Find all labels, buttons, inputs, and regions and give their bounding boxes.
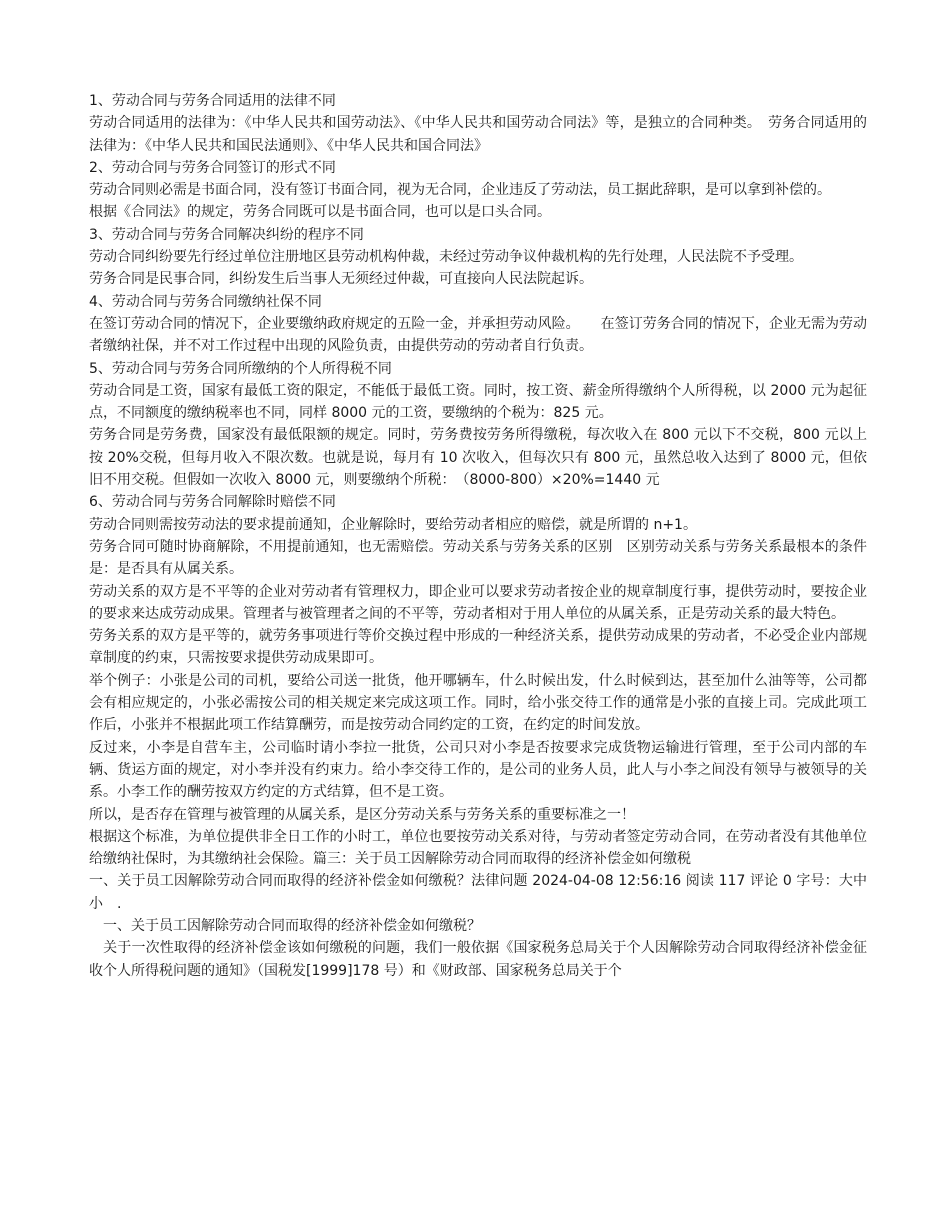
- paragraph: 关于一次性取得的经济补偿金该如何缴税的问题，我们一般依据《国家税务总局关于个人因解除劳动合同取得经济补偿金征收个人所得税问题的通知》（国税发[1999]178 号）和《财政部、国家税务总局关于个: [89, 940, 867, 979]
- paragraph: 反过来，小李是自营车主，公司临时请小李拉一批货，公司只对小李是否按要求完成货物运输进行管理，至于公司内部的车辆、货运方面的规定，对小李并没有约束力。给小李交待工作的，是公司的业务人员，此人与小李之间没有领导与被领导的关系。小李工作的酬劳按双方约定的方式结算，但不是工资。: [89, 739, 867, 801]
- subsection-heading: 一、关于员工因解除劳动合同而取得的经济补偿金如何缴税？: [89, 917, 481, 934]
- section-heading-1: 1、劳动合同与劳务合同适用的法律不同: [89, 93, 336, 109]
- section-heading-6: 6、劳动合同与劳务合同解除时赔偿不同: [89, 494, 336, 511]
- paragraph: 劳动合同则需按劳动法的要求提前通知，企业解除时，要给劳动者相应的赔偿，就是所谓的 n+1。: [89, 516, 697, 533]
- section-heading-4: 4、劳动合同与劳务合同缴纳社保不同: [89, 293, 322, 310]
- section-heading-3: 3、劳动合同与劳务合同解决纠纷的程序不同: [89, 226, 364, 243]
- paragraph: 劳动合同纠纷要先行经过单位注册地区县劳动机构仲裁，未经过劳动争议仲裁机构的先行处理，人民法院不予受理。: [89, 249, 803, 266]
- paragraph: 劳动关系的双方是不平等的企业对劳动者有管理权力，即企业可以要求劳动者按企业的规章制度行事，提供劳动时，要按企业的要求来达成劳动成果。管理者与被管理者之间的不平等，劳动者相对于用人单位的从属关系，正是劳动关系的最大特色。: [89, 583, 867, 622]
- document-body: [89, 90, 867, 982]
- paragraph: 劳务关系的双方是平等的，就劳务事项进行等价交换过程中形成的一种经济关系，提供劳动成果的劳动者，不必受企业内部规章制度的约束，只需按要求提供劳动成果即可。: [89, 628, 867, 667]
- paragraph: 劳动合同则必需是书面合同，没有签订书面合同，视为无合同，企业违反了劳动法，员工据此辞职，是可以拿到补偿的。: [89, 182, 831, 199]
- paragraph: 劳务合同可随时协商解除，不用提前通知，也无需赔偿。劳动关系与劳务关系的区别 区别劳动关系与劳务关系最根本的条件是：是否具有从属关系。: [89, 538, 867, 578]
- paragraph: 劳务合同是民事合同，纠纷发生后当事人无须经过仲裁，可直接向人民法院起诉。: [89, 271, 593, 288]
- paragraph: 根据《合同法》的规定，劳务合同既可以是书面合同，也可以是口头合同。: [89, 204, 551, 221]
- paragraph: 举个例子：小张是公司的司机，要给公司送一批货，他开哪辆车，什么时候出发，什么时候到达，甚至加什么油等等，公司都会有相应规定的，小张必需按公司的相关规定来完成这项工作。同时，给小张交待工作的通常是小张的直接上司。完成此项工作后，小张并不根据此项工作结算酬劳，而是按劳动合同约定的工资，在约定的时间发放。: [89, 672, 867, 734]
- paragraph: 根据这个标准，为单位提供非全日工作的小时工，单位也要按劳动关系对待，与劳动者签定劳动合同，在劳动者没有其他单位给缴纳社保时，为其缴纳社会保险。篇三：关于员工因解除劳动合同而取得的经济补偿金如何缴税: [89, 828, 867, 868]
- paragraph: 劳务合同是劳务费，国家没有最低限额的规定。同时，劳务费按劳务所得缴税，每次收入在 800 元以下不交税，800 元以上按 20%交税，但每月收入不限次数。也就是说，每月有 10 次收入，但每次只有 800 元，虽然总收入达到了 8000 元，但依旧不用交税。但假如一次收入 8000 元，则要缴纳个所税： （8000-800）×20%=1440 元: [89, 427, 867, 489]
- paragraph: 劳动合同是工资，国家有最低工资的限定，不能低于最低工资。同时，按工资、薪金所得缴纳个人所得税，以 2000 元为起征点，不同额度的缴纳税率也不同，同样 8000 元的工资，要缴纳的个税为：825 元。: [89, 382, 867, 422]
- section-heading-5: 5、劳动合同与劳务合同所缴纳的个人所得税不同: [89, 360, 392, 377]
- paragraph: 劳动合同适用的法律为：《中华人民共和国劳动法》、《中华人民共和国劳动合同法》等，是独立的合同种类。 劳务合同适用的法律为：《中华人民共和国民法通则》、《中华人民共和国合同法》: [89, 115, 867, 154]
- article-meta-line: 一、关于员工因解除劳动合同而取得的经济补偿金如何缴税？法律问题 2024-04-08 12:56:16 阅读 117 评论 0 字号：大中小 .: [89, 873, 867, 912]
- paragraph: 所以，是否存在管理与被管理的从属关系，是区分劳动关系与劳务关系的重要标准之一！: [89, 806, 635, 823]
- section-heading-2: 2、劳动合同与劳务合同签订的形式不同: [89, 159, 336, 176]
- paragraph: 在签订劳动合同的情况下，企业要缴纳政府规定的五险一金，并承担劳动风险。 在签订劳务合同的情况下，企业无需为劳动者缴纳社保，并不对工作过程中出现的风险负责，由提供劳动的劳动者自行负责。: [89, 315, 867, 355]
